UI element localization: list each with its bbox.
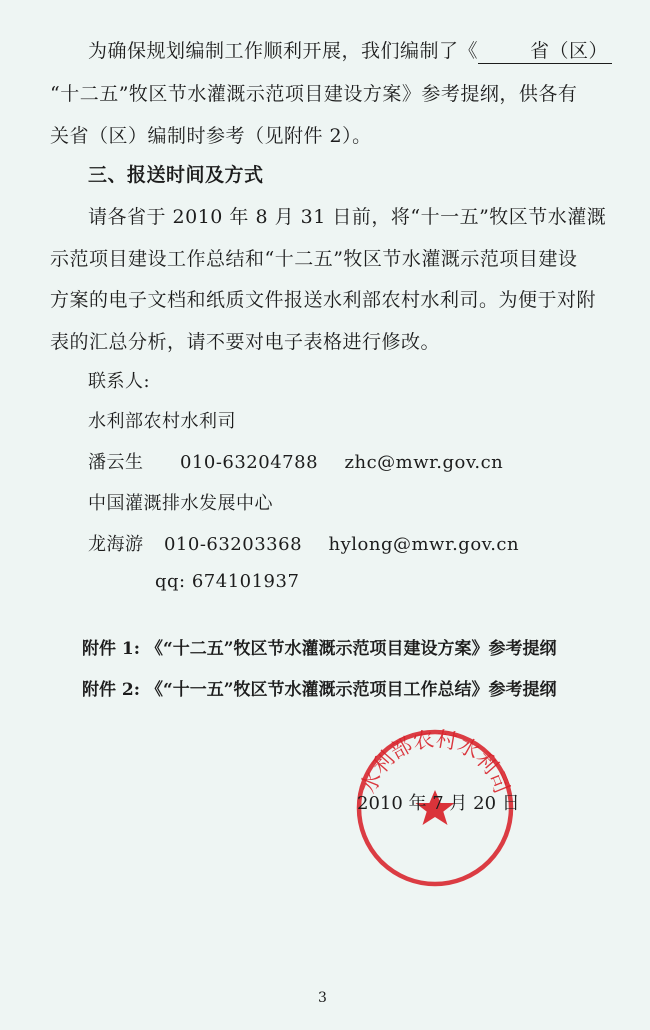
contact-org-2: 中国灌溉排水发展中心: [88, 493, 273, 514]
document-date: 2010 年 7 月 20 日: [357, 793, 520, 814]
paragraph-1-line-1-text: 为确保规划编制工作顺利开展，我们编制了《: [88, 40, 479, 62]
paragraph-2-line-4: 表的汇总分析，请不要对电子表格进行修改。: [50, 331, 441, 353]
province-blank: [478, 36, 612, 64]
paragraph-2-line-3: 方案的电子文档和纸质文件报送水利部农村水利司。为便于对附: [50, 289, 597, 311]
page-number: 3: [318, 990, 327, 1006]
contact-person-2: [88, 530, 519, 556]
paragraph-1-line-3: 关省（区）编制时参考（见附件 2）。: [50, 125, 372, 147]
attachment-2: 附件 2: 《“十一五”牧区节水灌溉示范项目工作总结》参考提纲: [82, 680, 557, 700]
section-heading: 三、报送时间及方式: [88, 164, 264, 186]
paragraph-1-line-1: [88, 36, 612, 64]
contact-2-email: hylong@mwr.gov.cn: [328, 534, 520, 555]
contact-org-1: 水利部农村水利司: [88, 411, 236, 432]
province-blank-text: 省（区）: [530, 40, 609, 62]
contact-1-phone: 010-63204788: [179, 452, 319, 473]
contact-person-1: [88, 448, 503, 474]
contacts-label: 联系人:: [88, 371, 151, 392]
contact-1-email: zhc@mwr.gov.cn: [344, 452, 504, 473]
paragraph-2-line-1: 请各省于 2010 年 8 月 31 日前，将“十一五”牧区节水灌溉: [88, 206, 607, 228]
contact-1-name: 潘云生: [88, 452, 144, 473]
seal-text-path: 水利部农村水利司: [355, 728, 515, 797]
contact-2-name: 龙海游: [88, 534, 144, 555]
paragraph-1-line-2: “十二五”牧区节水灌溉示范项目建设方案》参考提纲，供各有: [50, 83, 578, 105]
contact-2-phone: 010-63203368: [163, 534, 303, 555]
contact-2-qq: qq: 674101937: [155, 571, 300, 592]
seal-text: [356, 728, 514, 797]
paragraph-2-line-2: 示范项目建设工作总结和“十二五”牧区节水灌溉示范项目建设: [50, 248, 578, 270]
attachment-1: 附件 1: 《“十二五”牧区节水灌溉示范项目建设方案》参考提纲: [82, 639, 557, 659]
